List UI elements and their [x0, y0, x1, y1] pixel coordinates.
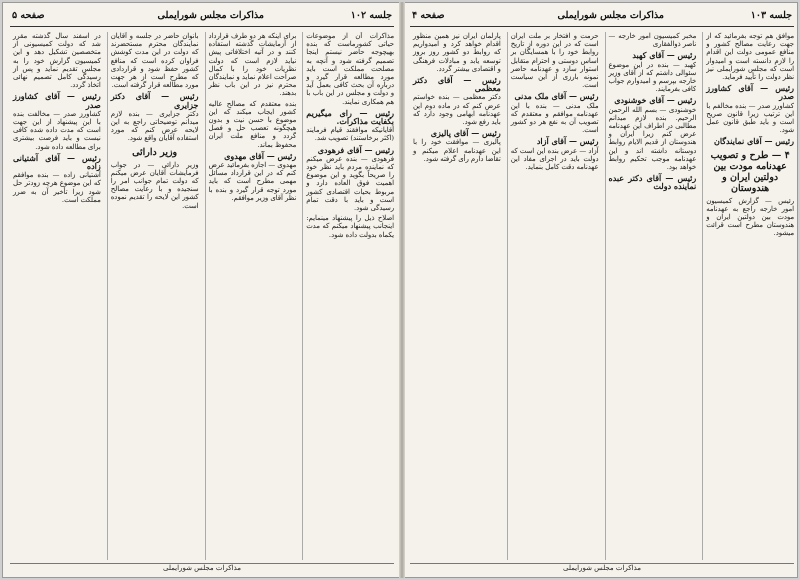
left-page-footer: مذاکرات مجلس شورایملی [10, 563, 394, 574]
speaker-line: رئیس — آقای نمایندگان [713, 136, 794, 147]
scanned-document-spread [2, 2, 798, 578]
paragraph: مهدوی — اجازه بفرمائید عرض کنم که در این قرارداد مسائل مهمی مطرح است که باید مورد توجه قرار گیرد و بنده با نظر آقای وزیر موافقم. [208, 161, 297, 202]
paragraph: در اسفند سال گذشته مقرر شد که دولت کمیسیونی از متخصصین تشکیل دهد و این کمیسیون گزارش خود را به مجلس تقدیم نماید و پس از رسیدگی کامل تصمیم نهائی اتخاذ گردد. [13, 32, 101, 90]
text-column [205, 32, 297, 560]
publication-title: مذاکرات مجلس شورایملی [157, 10, 264, 21]
section-heading: وزیر دارائی [132, 146, 178, 158]
paragraph: پالیزی — موافقت خود را با این عهدنامه اعلام میکنم و تقاضا دارم رأی گرفته شود. [413, 138, 501, 163]
text-column [410, 32, 501, 560]
speaker-line: رئیس — آقای فرهودی [317, 144, 394, 155]
paragraph: دکتر معظمی — بنده خواستم عرض کنم که در ماده دوم این عهدنامه ابهامی وجود دارد که باید رفع شود. [413, 93, 501, 127]
speaker-line: رئیس — آقای کشاورز صدر [13, 91, 101, 110]
speaker-line: رئیس — آقای آشتیانی زاده [13, 152, 101, 172]
session-number: جلسه ۱۰۲ [350, 10, 392, 21]
paragraph: کشاورز صدر — بنده مخالفم با این ترتیب زیرا قانون صریح است و باید طبق قانون عمل شود. [706, 101, 794, 135]
text-column [10, 32, 101, 560]
section-heading: ۴ — طرح و تصویب عهدنامه مودت بین دولتین ایران و هندوستان [710, 149, 790, 194]
text-column [107, 32, 199, 560]
speaker-line: رئیس — آقای ملک مدنی [514, 91, 599, 102]
paragraph: حرمت و افتخار بر ملت ایران است که در این دوره از تاریخ روابط خود را با همسایگان بر اساس دوستی و احترام متقابل استوار سازد و عهدنامه حاضر نمونه بارزی از این سیاست است. [510, 32, 599, 90]
paragraph: بانوان حاضر در جلسه و آقایان نمایندگان محترم مستحضرند که دولت در این مدت کوشش فراوان کرده است که منافع کشور حفظ شود و قراردادی که مطرح است از هر جهت مورد مطالعه قرار گرفته است. [110, 32, 199, 90]
page-number: صفحه ۵ [12, 10, 45, 21]
paragraph: وزیر دارائی — در جواب فرمایشات آقایان عرض میکنم که دولت تمام جوانب امر را سنجیده و با رعایت مصالح کشور این لایحه را تقدیم نموده است. [110, 160, 199, 210]
paragraph: کهبد — بنده در این موضوع سئوالی داشتم که از آقای وزیر خارجه بپرسم و امیدوارم جواب کافی بفرمایند. [608, 60, 697, 94]
text-column [507, 32, 599, 560]
speaker-line: رئیس — آقای دکتر جزایری [110, 91, 199, 110]
session-number: جلسه ۱۰۳ [750, 10, 792, 21]
paragraph: آشتیانی زاده — بنده موافقم که این موضوع هرچه زودتر حل شود زیرا تأخیر آن به ضرر مملکت است. [13, 171, 101, 204]
text-column [605, 32, 697, 560]
paragraph: مخبر کمیسیون امور خارجه — ناصر ذوالفقاری [608, 32, 697, 49]
publication-title: مذاکرات مجلس شورایملی [557, 10, 664, 21]
speaker-line: رئیس — آقای خوشنودی [614, 95, 697, 106]
speaker-line: رئیس — آقای مهدوی [224, 150, 297, 161]
right-page [406, 2, 798, 578]
speaker-line: رئیس — آقای کهبد [632, 50, 697, 61]
speaker-line: رئیس — رای میگیریم بکفایت مذاکرات. [306, 107, 394, 127]
paragraph: خوشنودی — بسم الله الرحمن الرحیم. بنده لازم میدانم مطالبی در اطراف این عهدنامه عرض کنم زیرا ایران و هندوستان از قدیم الایام روابط دوستانه داشته اند و این عهدنامه موجب تحکیم روابط خواهد بود. [608, 105, 697, 172]
paragraph: رئیس — گزارش کمیسیون امور خارجه راجع به عهدنامه مودت بین دولتین ایران و هندوستان مطرح است قرائت میشود. [706, 196, 794, 238]
speaker-line: رئیس — آقای دکتر معظمی [413, 75, 501, 94]
paragraph: مذاکرات آن از موضوعات حیاتی کشورماست که بنده بهیچوجه حاضر نیستم اینجا تصمیم گرفته شود و آنچه به مصلحت مملکت است باید مورد مطالعه قرار گیرد و درباره آن بحث کافی بعمل آید و دولت و مجلس در این باب با هم همکاری نمایند. [306, 32, 394, 106]
right-page-header [410, 8, 794, 27]
paragraph: برای اینکه هر دو طرف قرارداد از آزمایشات گذشته استفاده کنند و در آتیه اختلافاتی پیش نیاید لازم است که دولت نظریات خود را با کمال صراحت اعلام نماید و نمایندگان محترم نیز در این باب نظر بدهند. [208, 32, 297, 98]
left-page [6, 2, 398, 578]
paragraph: کشاورز صدر — مخالفت بنده با این پیشنهاد از این جهت است که مدت داده شده کافی نیست و باید فرصت بیشتری برای مطالعه داده شود. [13, 109, 101, 151]
paragraph: بنده معتقدم که مصالح عالیه کشور ایجاب میکند که این موضوع با حسن نیت و بدون هیچگونه تعصب حل و فصل گردد و منافع ملت ایران محفوظ بماند. [208, 99, 297, 149]
paragraph: موافق هم توجه بفرمائید که از جهت رعایت مصالح کشور و منافع عمومی دولت این اقدام را لازم دانسته است و امیدوار است که مجلس شورایملی نیز نظر دولت را تأیید فرماید. [706, 32, 794, 82]
right-page-columns [410, 32, 794, 560]
paragraph: آقایانیکه موافقند قیام فرمایند (اکثر برخاستند) تصویب شد. [306, 126, 394, 143]
paragraph: دکتر جزایری — بنده لازم میدانم توضیحاتی راجع به این لایحه عرض کنم که مورد استفاده آقایان واقع شود. [110, 109, 199, 143]
page-fold [399, 2, 405, 578]
left-page-header [10, 8, 394, 27]
text-column [302, 32, 394, 560]
paragraph: ملک مدنی — بنده با این عهدنامه موافقم و معتقدم که تصویب آن به نفع هر دو کشور است. [510, 101, 599, 135]
right-page-footer: مذاکرات مجلس شورایملی [410, 563, 794, 574]
speaker-line: رئیس — آقای کشاورز صدر [706, 83, 794, 102]
paragraph: آزاد — عرض بنده این است که دولت باید در اجرای مفاد این عهدنامه دقت کامل بنماید. [510, 146, 599, 172]
paragraph: پارلمان ایران نیز همین منظور اقدام خواهد کرد و امیدواریم که روابط دو کشور روز بروز توسعه یابد و مبادلات فرهنگی و اقتصادی بیشتر گردد. [413, 32, 501, 73]
page-number: صفحه ۴ [412, 10, 445, 21]
text-column [702, 32, 794, 560]
left-page-columns [10, 32, 394, 560]
speaker-line: رئیس — آقای پالیزی [430, 128, 501, 139]
speaker-line: رئیس — آقای آزاد [536, 136, 599, 147]
paragraph: فرهودی — بنده عرض میکنم که نماینده مردم باید نظر خود را صریحاً بگوید و این موضوع اهمیت فوق العاده دارد و مربوط بحیات اقتصادی کشور است و باید با دقت تمام رسیدگی شود. [306, 154, 394, 213]
speaker-line: رئیس — آقای دکتر عبده نماینده دولت [608, 173, 697, 192]
paragraph: اصلاح ذیل را پیشنهاد مینمایم: اینجانب پیشنهاد میکنم که مدت یکماه بدولت داده شود. [306, 214, 394, 239]
